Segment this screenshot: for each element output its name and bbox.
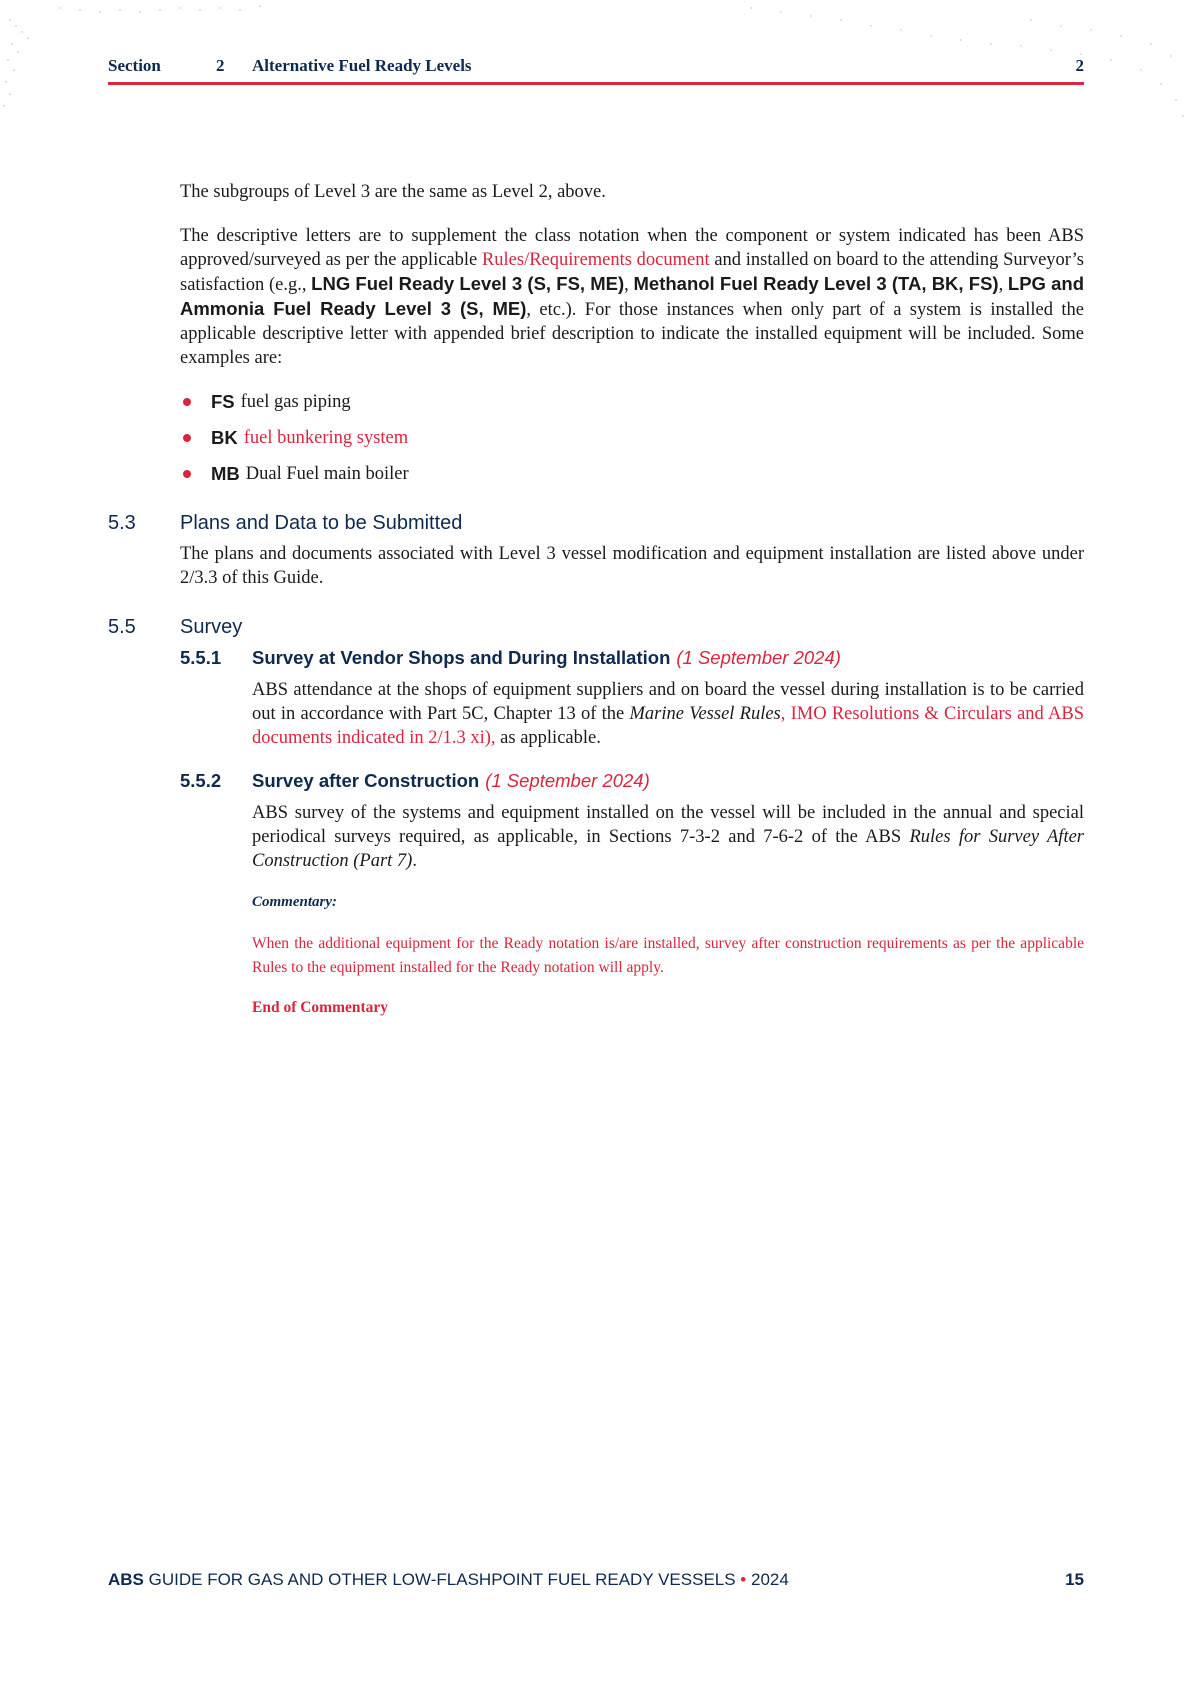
rules-requirements-link[interactable]: Rules/Requirements document [481,250,710,270]
commentary-end: End of Commentary [252,999,389,1016]
bullet-dot-icon [183,434,191,442]
notation-lpg-ammonia: LPG and Ammonia Fuel Ready Level 3 (S, ME) [180,273,1085,319]
commentary-title: Commentary: [252,894,337,910]
running-header [108,56,1084,85]
imo-abs-documents-link[interactable]: , IMO Resolutions & Circulars and ABS documents indicated in 2/1.3 xi), [252,704,1085,748]
page-number: 15 [1065,1570,1084,1589]
running-footer: ABS GUIDE FOR GAS AND OTHER LOW-FLASHPOINT FUEL READY VESSELS • 2024 15 [108,1570,1084,1589]
header-section-number: 2 [216,56,225,75]
intro-paragraph-1: The subgroups of Level 3 are the same as Level 2, above. [180,182,606,202]
footer-year: 2024 [750,1570,789,1589]
notation-methanol: Methanol Fuel Ready Level 3 (TA, BK, FS) [633,273,999,294]
examples-list [180,384,1084,492]
heading-5-5-2: 5.5.2 Survey after Construction (1 September 2024) [180,770,650,791]
footer-title: GUIDE FOR GAS AND OTHER LOW-FLASHPOINT FUEL READY VESSELS [143,1570,736,1589]
section-5-3-text: The plans and documents associated with Level 3 vessel modification and equipment installation are listed above under 2/3.3 of this Guide. [180,544,1084,588]
notation-lng: LNG Fuel Ready Level 3 (S, FS, ME) [311,273,625,294]
header-page-ref: 2 [1075,56,1084,75]
header-section-title: Alternative Fuel Ready Levels [252,56,472,75]
section-5-5-2-text: ABS survey of the systems and equipment installed on the vessel will be included in the annual and special periodical surveys required, as applicable, in Sections 7-3-2 and 7-6-2 of the ABS Rules for Survey After Construction (Part 7). [252,803,1084,871]
heading-5-3: 5.3 Plans and Data to be Submitted [108,512,463,534]
list-item: BK fuel bunkering system [180,420,1084,456]
commentary-text: When the additional equipment for the Ready notation is/are installed, survey after construction requirements as per the applicable Rules to the equipment installed for the Ready notation will apply. [252,935,1084,976]
section-5-5-1-text: ABS attendance at the shops of equipment suppliers and on board the vessel during installation is to be carried out in accordance with Part 5C, Chapter 13 of the Marine Vessel Rules, IMO Resolutions & Circulars and ABS documents indicated in 2/1.3 xi), as applicable. [252,680,1085,748]
header-section-label: Section [108,56,161,75]
bullet-dot-icon [183,398,191,406]
intro-paragraph-2: The descriptive letters are to supplement the class notation when the component or system indicated has been ABS approved/surveyed as per the applicable Rules/Requirements document and installed on board to the attending Surveyor’s satisfaction (e.g., LNG Fuel Ready Level 3 (S, FS, ME), Methanol Fuel Ready Level 3 (TA, BK, FS), LPG and Ammonia Fuel Ready Level 3 (S, ME), etc.). For those instances when only part of a system is installed the applicable descriptive letter with appended brief description to indicate the installed equipment will be included. Some examples are: [180,226,1085,368]
bullet-dot-icon [183,470,191,478]
list-item: MB Dual Fuel main boiler [180,456,1084,492]
footer-brand: ABS [108,1570,144,1589]
heading-5-5: 5.5 Survey [108,616,243,638]
list-item: FS fuel gas piping [180,384,1084,420]
heading-5-5-1: 5.5.1 Survey at Vendor Shops and During Installation (1 September 2024) [180,647,841,668]
